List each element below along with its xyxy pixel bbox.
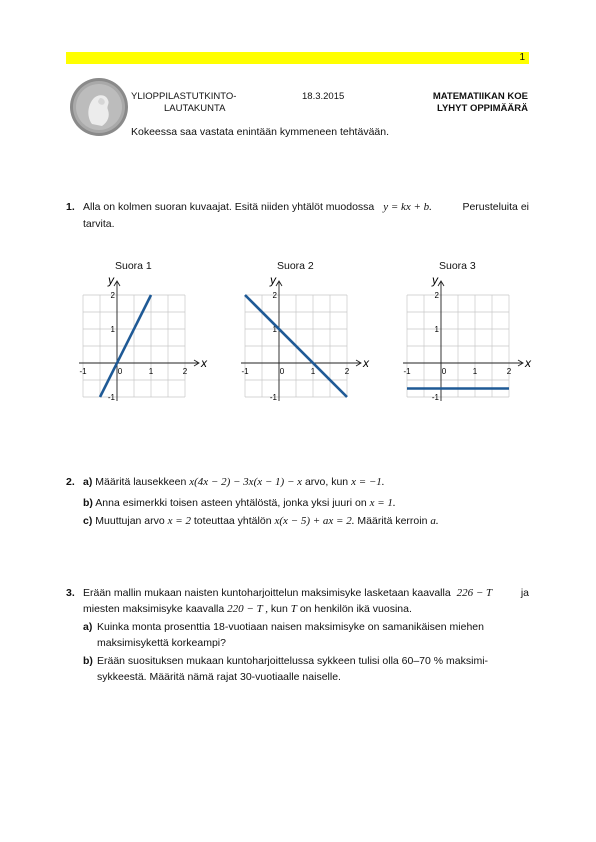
page-number: 1 (519, 52, 525, 63)
exam-title (410, 91, 528, 115)
x-tick-label: 0 (117, 367, 123, 376)
chart2 (238, 274, 378, 414)
task3-line1b: ja (520, 587, 529, 599)
y-tick-label: 2 (272, 291, 277, 300)
task3-b-label: b) (83, 655, 93, 667)
task1-text-a: Alla on kolmen suoran kuvaajat. Esitä niiden yhtälöt muodossa (83, 201, 375, 213)
task3-a-line1: Kuinka monta prosenttia 18-vuotiaan naisen maksimisyke on samanikäisen miehen (97, 621, 484, 633)
task3-var-t: T (290, 603, 297, 615)
task2-c-eq: x(x − 5) + ax = 2. (274, 515, 355, 527)
org-line1: YLIOPPILASTUTKINTO- (131, 91, 237, 102)
task3-line1 (83, 587, 529, 599)
x-tick-label: 1 (148, 367, 154, 376)
org-name (131, 91, 236, 115)
y-tick-label: 2 (110, 291, 115, 300)
x-tick-label: 2 (182, 367, 188, 376)
task2-b-cond: x = 1. (369, 497, 396, 509)
chart3-title: Suora 3 (439, 260, 476, 272)
exam-instruction: Kokeessa saa vastata enintään kymmeneen tehtävään. (131, 126, 389, 138)
y-tick-label: 1 (110, 325, 115, 334)
chart1 (76, 274, 216, 414)
y-tick-label: -1 (269, 393, 277, 402)
x-tick-label: 1 (472, 367, 478, 376)
exam-title-line2: LYHYT OPPIMÄÄRÄ (437, 103, 528, 114)
y-tick-label: 2 (434, 291, 439, 300)
x-tick-label: -1 (79, 367, 87, 376)
task3-number: 3. (66, 587, 75, 599)
exam-title-line1: MATEMATIIKAN KOE (432, 91, 528, 102)
task1-formula: y = kx + b. (383, 201, 432, 213)
x-tick-label: -1 (241, 367, 249, 376)
x-axis-label: x (363, 356, 369, 370)
task3-b-line2: sykkeestä. Määritä nämä rajat 30-vuotiaalle naiselle. (97, 671, 341, 683)
x-tick-label: 2 (506, 367, 512, 376)
task1-number: 1. (66, 201, 75, 213)
task2-b-label: b) (83, 497, 93, 509)
task2-c-text1: Muuttujan arvo (95, 515, 165, 527)
task2-c (83, 515, 439, 527)
x-axis-label: x (525, 356, 531, 370)
task2-c-label: c) (83, 515, 93, 527)
task2-a-label: a) (83, 476, 93, 488)
task3-line2c: on henkilön ikä vuosina. (299, 603, 412, 615)
task3-line2b: kun (270, 603, 288, 615)
y-axis-label: y (108, 274, 114, 287)
y-tick-label: -1 (431, 393, 439, 402)
task3-a-line2: maksimisykettä korkeampi? (97, 637, 226, 649)
header-bar (66, 52, 529, 64)
task1-text (83, 201, 529, 213)
x-tick-label: -1 (403, 367, 411, 376)
x-tick-label: 2 (344, 367, 350, 376)
x-tick-label: 1 (310, 367, 316, 376)
task2-c-text2: toteuttaa yhtälön (193, 515, 272, 527)
y-axis-label: y (432, 274, 438, 287)
y-tick-label: -1 (107, 393, 115, 402)
task3-line1a: Erään mallin mukaan naisten kuntoharjoittelun maksimisyke lasketaan kaavalla (83, 587, 451, 599)
task2-a-cond: x = −1. (351, 476, 385, 488)
task1-text-c: tarvita. (83, 218, 115, 230)
task3-formula-men: 220 − T , (227, 603, 268, 615)
task1-text-b: Perusteluita ei (462, 201, 529, 213)
org-line2: LAUTAKUNTA (164, 103, 226, 114)
task2-c-val: x = 2 (167, 515, 191, 527)
exam-date: 18.3.2015 (302, 91, 345, 102)
y-axis-label: y (270, 274, 276, 287)
task2-a-text1: Määritä lausekkeen (95, 476, 187, 488)
task2-a-text2: arvo, kun (304, 476, 349, 488)
task2-b (83, 497, 396, 509)
y-tick-label: 1 (434, 325, 439, 334)
task2-a (83, 476, 385, 488)
task3-a-label: a) (83, 621, 93, 633)
chart2-title: Suora 2 (277, 260, 314, 272)
x-tick-label: 0 (441, 367, 447, 376)
task3-formula-women: 226 − T (456, 587, 493, 599)
task2-b-text1: Anna esimerkki toisen asteen yhtälöstä, jonka yksi juuri on (95, 497, 367, 509)
task2-c-text3: Määritä kerroin (357, 515, 428, 527)
seal-logo-icon (68, 76, 130, 138)
x-axis-label: x (201, 356, 207, 370)
chart1-title: Suora 1 (115, 260, 152, 272)
x-tick-label: 0 (279, 367, 285, 376)
task3-b-line1: Erään suosituksen mukaan kuntoharjoittelussa sykkeen tulisi olla 60–70 % maksimi- (97, 655, 489, 667)
task2-c-var: a. (430, 515, 439, 527)
task3-line2 (83, 603, 412, 615)
task2-number: 2. (66, 476, 75, 488)
task3-line2a: miesten maksimisyke kaavalla (83, 603, 225, 615)
task2-a-expr: x(4x − 2) − 3x(x − 1) − x (189, 476, 303, 488)
y-tick-label: 1 (272, 325, 277, 334)
chart3 (400, 274, 540, 414)
